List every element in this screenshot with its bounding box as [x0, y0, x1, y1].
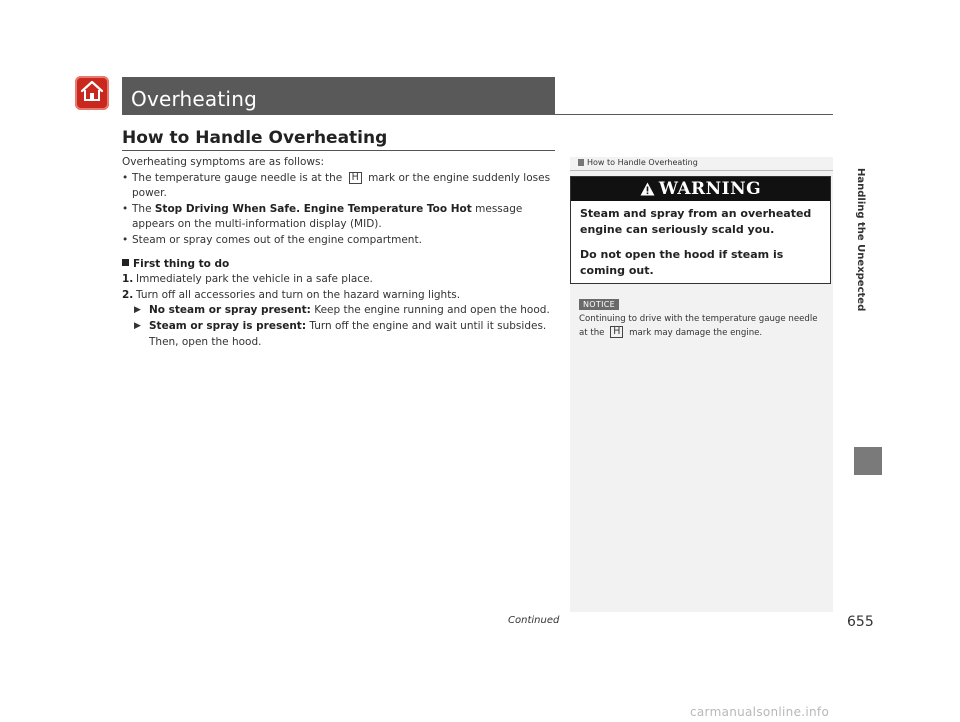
home-button[interactable]: [75, 76, 109, 110]
step-item: [122, 288, 560, 304]
warning-header: [571, 177, 830, 201]
main-content: [122, 155, 560, 350]
continued-label: Continued: [508, 615, 560, 626]
mid-message: Stop Driving When Safe. Engine Temperature Too Hot: [154, 202, 472, 215]
warning-text: Steam and spray from an overheated engine can seriously scald you.: [580, 207, 812, 236]
h-mark-symbol: H: [349, 172, 362, 184]
step-number: 2.: [122, 288, 134, 301]
symptom-item: [122, 233, 560, 249]
notice-text-part: Continuing to drive with the temperature gauge needle at the: [579, 314, 818, 338]
step-text: Turn off all accessories and turn on the hazard warning lights.: [136, 288, 461, 301]
warning-text: Do not open the hood if steam is coming out.: [580, 248, 784, 277]
symptom-text: The temperature gauge needle is at the: [132, 171, 343, 184]
notice-text-part: mark may damage the engine.: [629, 328, 763, 338]
bullet-icon: •: [122, 171, 129, 184]
warning-body: [571, 201, 830, 279]
section-divider: [122, 150, 555, 151]
square-bullet-icon: [122, 259, 129, 266]
first-thing-heading: [122, 257, 560, 273]
symptom-text: Steam or spray comes out of the engine compartment.: [132, 233, 422, 246]
warning-label: WARNING: [658, 179, 762, 199]
page-number: 655: [847, 614, 874, 630]
symptom-text: mark or the engine suddenly loses power.: [132, 171, 551, 200]
chapter-side-label-text: Handling the Unexpected: [855, 168, 866, 312]
substep-item: [122, 303, 560, 319]
substep-text: Keep the engine running and open the hood.: [314, 304, 550, 317]
warning-box: [570, 176, 831, 284]
home-icon: [80, 80, 104, 106]
watermark: carmanualsonline.info: [690, 705, 830, 719]
sidebar-reference[interactable]: [578, 158, 698, 167]
first-thing-label: First thing to do: [133, 257, 230, 270]
notice-text: [579, 313, 824, 340]
sidebar-reference-title: How to Handle Overheating: [587, 158, 698, 167]
chapter-tab[interactable]: [854, 447, 882, 475]
symptom-text: message appears on the multi-information display (MID).: [132, 202, 523, 231]
symptom-item: [122, 202, 560, 233]
substep-text: Turn off the engine and wait until it subsides. Then, open the hood.: [149, 319, 547, 348]
bullet-icon: •: [122, 233, 129, 246]
step-number: 1.: [122, 273, 134, 286]
arrow-right-icon: ▶: [134, 305, 141, 316]
symptom-text: The: [132, 202, 152, 215]
title-divider: [555, 114, 833, 115]
intro-text: Overheating symptoms are as follows:: [122, 156, 325, 168]
step-item: [122, 272, 560, 288]
substep-item: [122, 319, 560, 350]
reference-icon: [578, 159, 584, 166]
page-title: Overheating: [131, 87, 257, 111]
substep-condition: No steam or spray present:: [149, 304, 311, 317]
section-heading: How to Handle Overheating: [122, 128, 388, 148]
notice-badge: NOTICE: [579, 299, 619, 310]
h-mark-symbol: H: [610, 326, 623, 338]
arrow-right-icon: ▶: [134, 320, 141, 331]
bullet-icon: •: [122, 202, 129, 215]
substep-condition: Steam or spray is present:: [149, 319, 307, 332]
chapter-title-bar: [122, 77, 555, 115]
symptom-item: [122, 171, 560, 202]
chapter-side-label: [855, 168, 867, 438]
step-text: Immediately park the vehicle in a safe place.: [136, 273, 373, 286]
sidebar-divider: [570, 170, 833, 171]
warning-triangle-icon: [640, 182, 655, 196]
